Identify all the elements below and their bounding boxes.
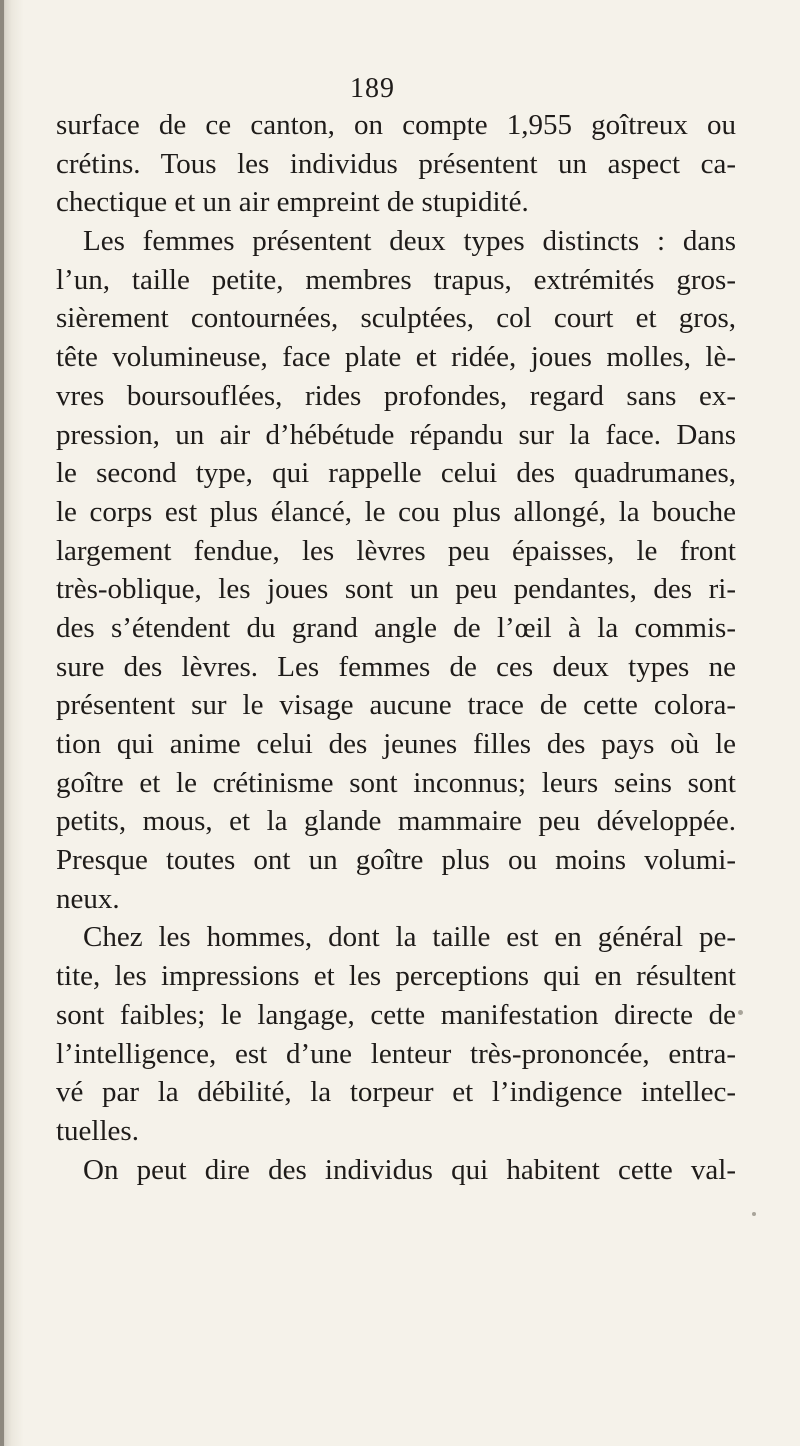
text-line: surface de ce canton, on compte 1,955 goîtreux ou [56,109,736,141]
text-line: Chez les hommes, dont la taille est en général pe- [83,921,736,954]
text-line: petits, mous, et la glande mammaire peu développée. [56,805,736,838]
text-line: sont faibles; le langage, cette manifestation directe de [56,998,736,1031]
text-line: goître et le crétinisme sont inconnus; leurs seins sont [56,766,736,799]
text-line: le second type, qui rappelle celui des quadrumanes, [56,457,736,490]
text-line: sièrement contournées, sculptées, col court et gros, [56,302,736,335]
text-line: Les femmes présentent deux types distincts : dans [83,225,736,258]
text-line: largement fendue, les lèvres peu épaisses, le front [56,534,736,567]
text-line: l’intelligence, est d’une lenteur très-prononcée, entra- [56,1037,736,1070]
text-line: neux. [56,882,120,915]
scan-edge [0,0,4,1446]
text-line: sure des lèvres. Les femmes de ces deux types ne [56,650,736,683]
page-text [56,106,736,1189]
text-line: tite, les impressions et les perceptions qui en résultent [56,960,736,993]
text-line: l’un, taille petite, membres trapus, extrémités gros- [56,263,736,296]
text-line: Presque toutes ont un goître plus ou moins volumi- [56,844,736,877]
text-line: crétins. Tous les individus présentent un aspect ca- [56,147,736,180]
text-line: chectique et un air empreint de stupidité. [56,186,529,219]
page-number: 189 [350,73,395,104]
text-line: On peut dire des individus qui habitent cette val- [83,1153,736,1186]
text-line: des s’étendent du grand angle de l’œil à la commis- [56,611,736,644]
text-line: tuelles. [56,1114,139,1147]
scan-speck [752,1212,756,1216]
text-line: tête volumineuse, face plate et ridée, joues molles, lè- [56,341,736,374]
scan-speck [738,1010,743,1015]
text-line: tion qui anime celui des jeunes filles des pays où le [56,728,736,760]
text-line: présentent sur le visage aucune trace de cette colora- [56,689,736,722]
text-line: très-oblique, les joues sont un peu pendantes, des ri- [56,573,736,606]
text-line: vres boursouflées, rides profondes, regard sans ex- [56,379,736,412]
text-line: vé par la débilité, la torpeur et l’indigence intellec- [56,1076,736,1109]
text-line: le corps est plus élancé, le cou plus allongé, la bouche [56,495,736,528]
text-line: pression, un air d’hébétude répandu sur la face. Dans [56,418,736,451]
